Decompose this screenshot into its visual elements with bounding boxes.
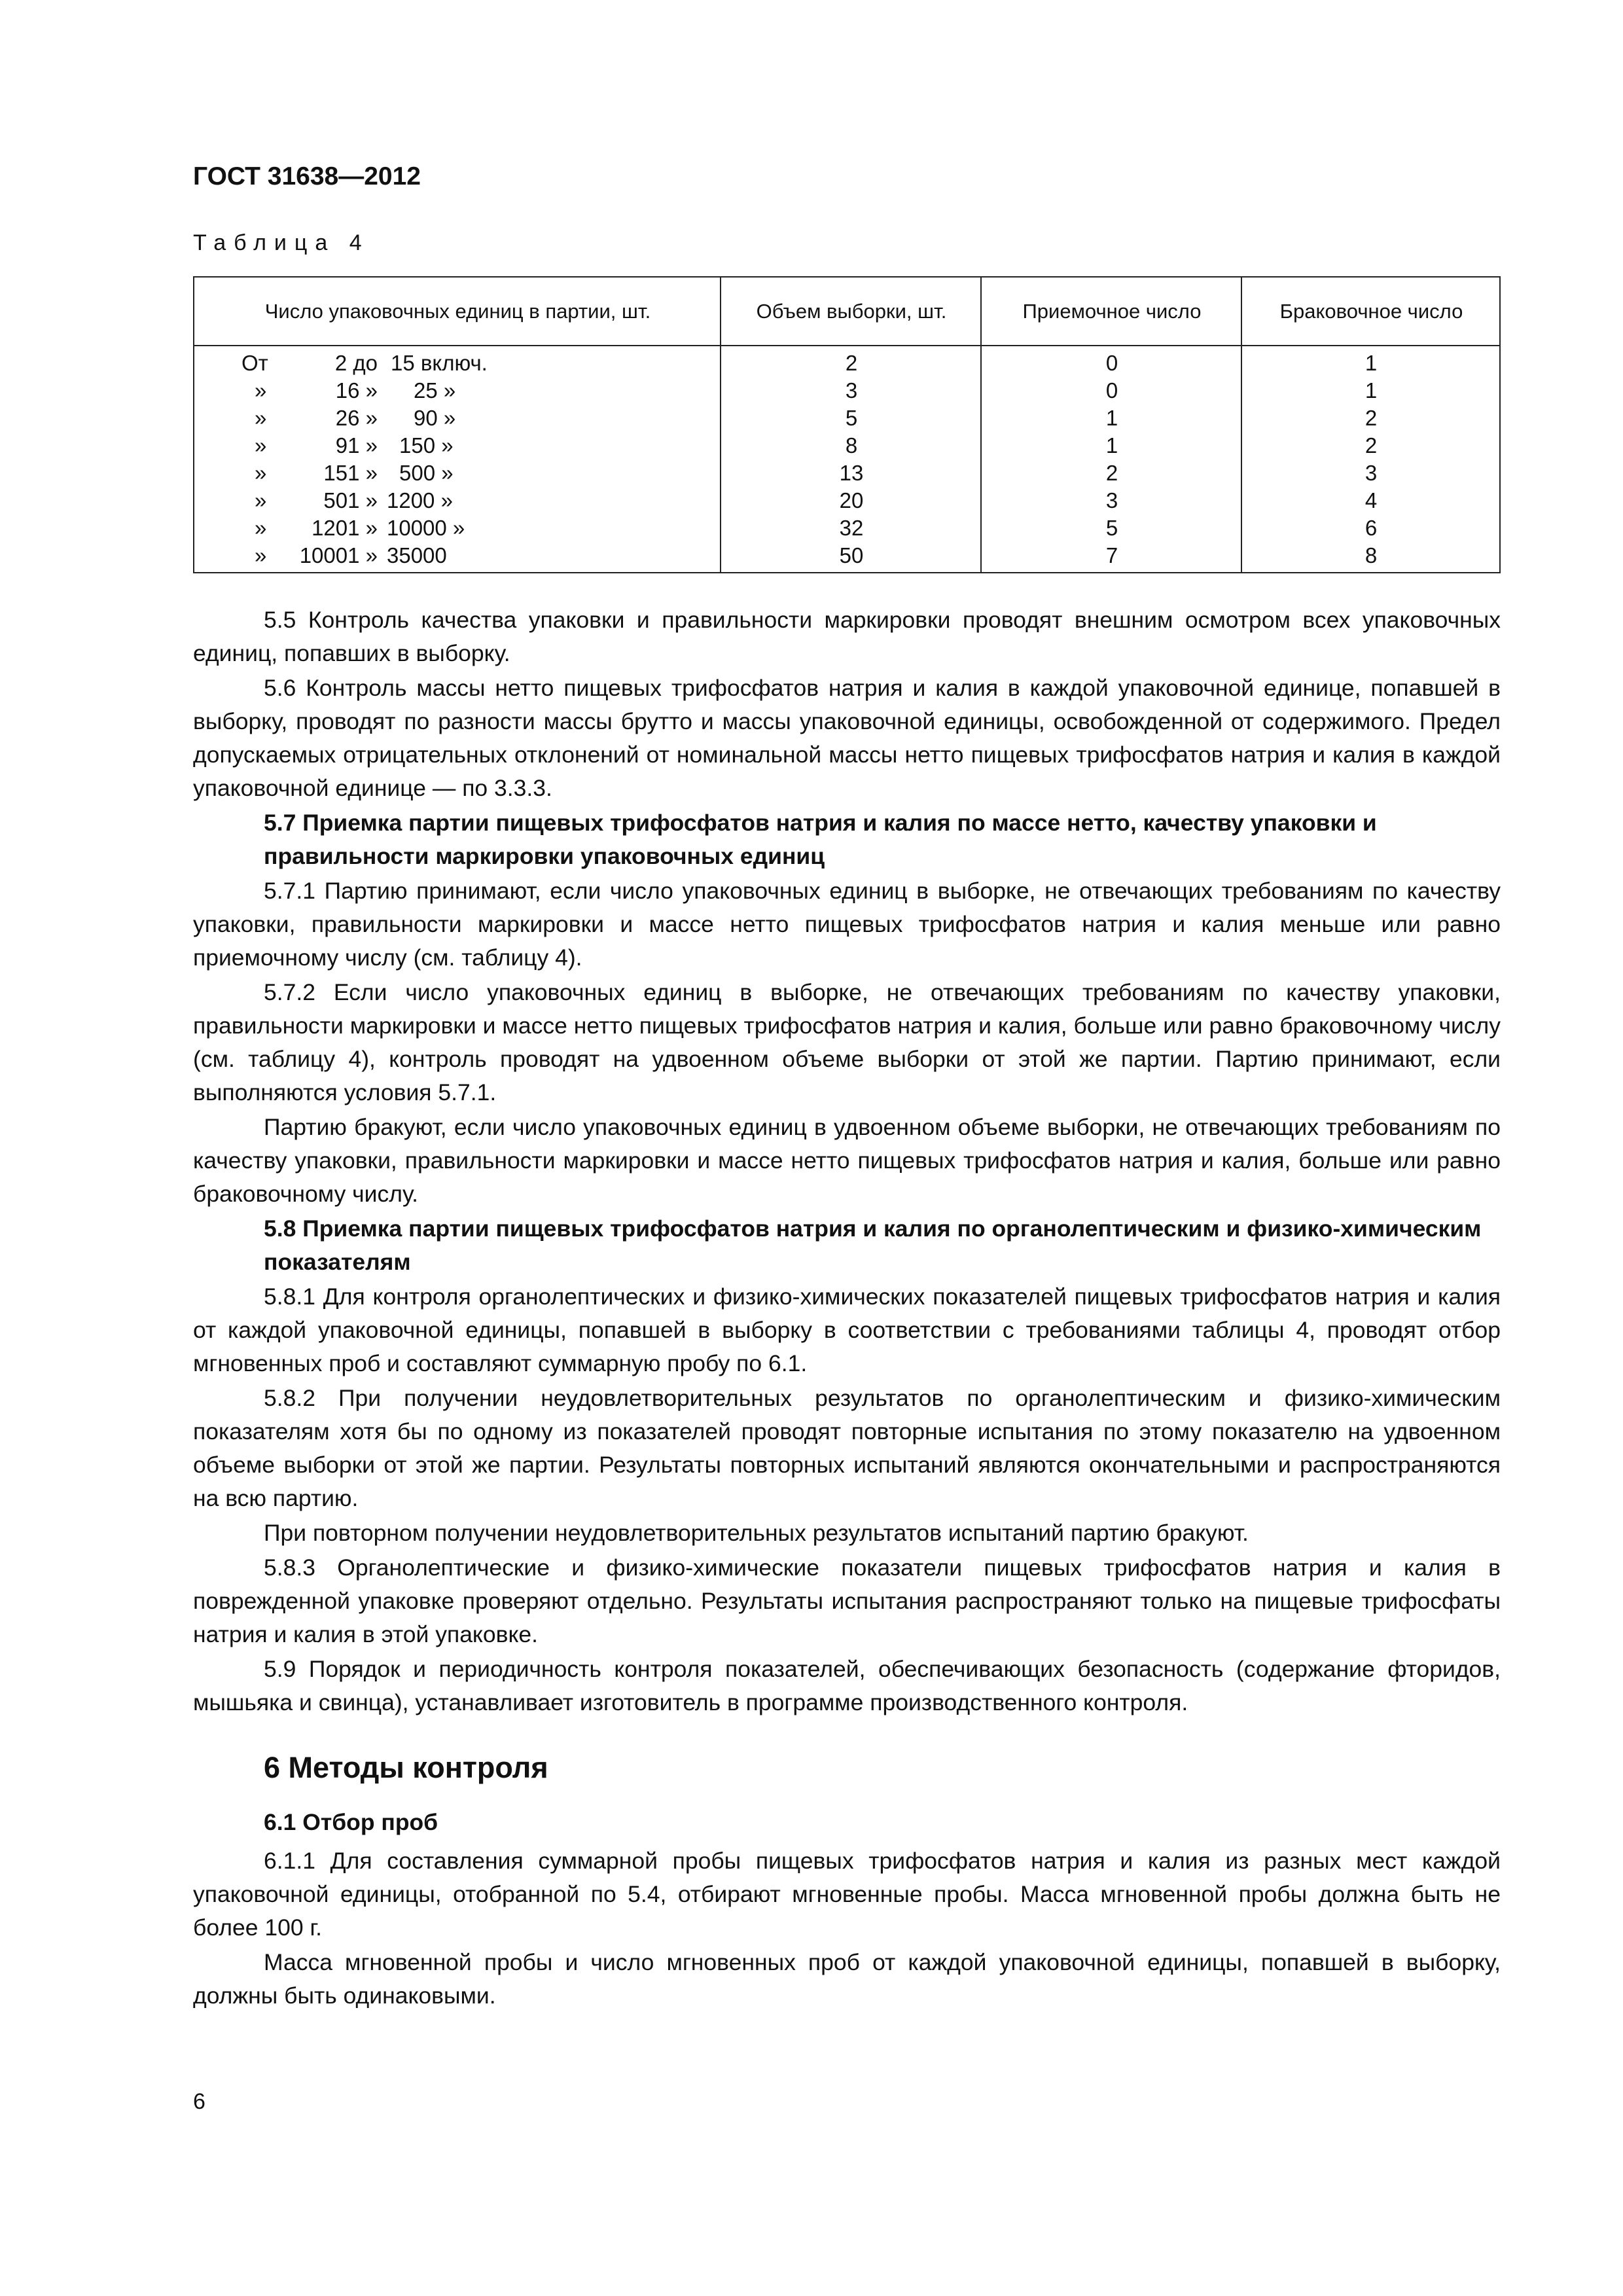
col-header-lot-size: Число упаковочных единиц в партии, шт. — [264, 299, 651, 323]
lot-to: 15 включ. — [391, 351, 488, 375]
lot-from: 1201 » — [312, 516, 378, 540]
acceptance-number: 1 — [1105, 406, 1118, 430]
col-header-acceptance-number: Приемочное число — [1022, 299, 1202, 323]
lot-from: 91 » — [335, 433, 378, 457]
acceptance-number: 0 — [1105, 351, 1118, 375]
paragraph-6-1-1-b: Масса мгновенной пробы и число мгновенных проб от каждой упаковочной единицы, попавшей в выборку, должны быть одинаковыми. — [193, 1949, 1501, 2009]
lot-from: 26 » — [335, 406, 378, 430]
heading-5-7: 5.7 Приемка партии пищевых трифосфатов натрия и калия по массе нетто, качеству упаковки и правильности маркировки упаковочных единиц — [264, 810, 1377, 869]
lot-prefix: » — [255, 488, 267, 512]
table-row — [194, 377, 1499, 404]
heading-5-8: 5.8 Приемка партии пищевых трифосфатов натрия и калия по органолептическим и физико-химическим показателям — [264, 1215, 1482, 1275]
table-row — [194, 514, 1499, 542]
sample-size: 3 — [845, 378, 858, 403]
lot-to: 10000 » — [387, 516, 465, 540]
rejection-number: 1 — [1364, 351, 1378, 375]
rejection-number: 3 — [1364, 461, 1378, 485]
lot-from: 151 » — [323, 461, 378, 485]
lot-to: 500 » — [399, 461, 454, 485]
lot-from: 2 до — [334, 351, 378, 375]
rejection-number: 4 — [1364, 488, 1378, 512]
lot-from: 10001 » — [299, 543, 378, 567]
document-header: ГОСТ 31638—2012 — [193, 162, 421, 190]
lot-to: 150 » — [399, 433, 454, 457]
lot-prefix: » — [255, 406, 267, 430]
sample-size: 20 — [839, 488, 864, 512]
lot-prefix: » — [255, 516, 267, 540]
acceptance-number: 2 — [1105, 461, 1118, 485]
paragraph-5-9: 5.9 Порядок и периодичность контроля показателей, обеспечивающих безопасность (содержание фторидов, мышьяка и свинца), устанавливает изготовитель в программе производственного контроля. — [193, 1656, 1501, 1715]
col-header-rejection-number: Браковочное число — [1279, 299, 1463, 323]
paragraph-5-8-3: 5.8.3 Органолептические и физико-химические показатели пищевых трифосфатов натрия и калия в поврежденной упаковке проверяют отдельно. Результаты испытания распространяют только на пищевые трифосфаты натрия и калия в этой упаковке. — [193, 1554, 1501, 1647]
acceptance-number: 7 — [1105, 543, 1118, 567]
lot-prefix: » — [255, 543, 267, 567]
acceptance-number: 3 — [1105, 488, 1118, 512]
paragraph-5-7-1: 5.7.1 Партию принимают, если число упаковочных единиц в выборке, не отвечающих требованиям по качеству упаковки, правильности маркировки и массе нетто пищевых трифосфатов натрия и калия меньше или равно приемочному числу (см. таблицу 4). — [193, 878, 1501, 971]
table-header-row — [194, 278, 1499, 346]
lot-from: 16 » — [335, 378, 378, 403]
paragraph-5-6: 5.6 Контроль массы нетто пищевых трифосфатов натрия и калия в каждой упаковочной единице, попавшей в выборку, проводят по разности массы брутто и массы упаковочной единицы, освобожденной от содержимого. Предел допускаемых отрицательных отклонений от номинальной массы нетто пищевых трифосфатов натрия и калия в каждой упаковочной единице — по 3.3.3. — [193, 675, 1501, 801]
acceptance-number: 0 — [1105, 378, 1118, 403]
table-row — [194, 404, 1499, 432]
section-6-title: 6 Методы контроля — [264, 1751, 548, 1784]
rejection-number: 2 — [1364, 406, 1378, 430]
rejection-number: 2 — [1364, 433, 1378, 457]
page-number: 6 — [193, 2089, 205, 2114]
acceptance-number: 1 — [1105, 433, 1118, 457]
lot-prefix: » — [255, 378, 267, 403]
table-row — [194, 350, 1499, 377]
paragraph-5-7-2-reject: Партию бракуют, если число упаковочных единиц в удвоенном объеме выборки, не отвечающих требованиям по качеству упаковки, правильности маркировки и массе нетто пищевых трифосфатов натрия и калия, больше или равно браковочному числу. — [193, 1114, 1501, 1207]
rejection-number: 1 — [1364, 378, 1378, 403]
rejection-number: 6 — [1364, 516, 1378, 540]
table-body — [194, 350, 1499, 569]
paragraph-5-5: 5.5 Контроль качества упаковки и правильности маркировки проводят внешним осмотром всех упаковочных единиц, попавших в выборку. — [193, 607, 1501, 666]
sample-size: 32 — [839, 516, 864, 540]
sample-size: 50 — [839, 543, 864, 567]
sample-size: 13 — [839, 461, 864, 485]
lot-from: 501 » — [323, 488, 378, 512]
lot-to: 25 » — [414, 378, 456, 403]
lot-prefix: » — [255, 433, 267, 457]
lot-prefix: » — [255, 461, 267, 485]
acceptance-number: 5 — [1105, 516, 1118, 540]
table-row — [194, 432, 1499, 459]
sample-size: 5 — [845, 406, 858, 430]
paragraph-5-8-2-reject: При повторном получении неудовлетворительных результатов испытаний партию бракуют. — [264, 1520, 1249, 1546]
sample-size: 8 — [845, 433, 858, 457]
paragraph-5-8-1: 5.8.1 Для контроля органолептических и физико-химических показателей пищевых трифосфатов натрия и калия от каждой упаковочной единицы, попавшей в выборку в соответствии с требованиями таблицы 4, проводят отбор мгновенных проб и составляют суммарную пробу по 6.1. — [193, 1283, 1501, 1376]
col-header-sample-size: Объем выборки, шт. — [756, 299, 947, 323]
document-body — [193, 603, 1501, 2013]
heading-6-1: 6.1 Отбор проб — [264, 1809, 438, 1835]
sample-size: 2 — [845, 351, 858, 375]
table-row — [194, 459, 1499, 487]
paragraph-6-1-1: 6.1.1 Для составления суммарной пробы пищевых трифосфатов натрия и калия из разных мест каждой упаковочной единицы, отобранной по 5.4, отбирают мгновенные пробы. Масса мгновенной пробы должна быть не более 100 г. — [193, 1848, 1501, 1941]
lot-prefix: От — [241, 351, 268, 375]
table-caption: Таблица 4 — [193, 230, 370, 255]
lot-to: 90 » — [414, 406, 456, 430]
rejection-number: 8 — [1364, 543, 1378, 567]
sampling-table — [193, 276, 1501, 573]
lot-to: 1200 » — [387, 488, 453, 512]
lot-to: 35000 — [387, 543, 447, 567]
table-row — [194, 487, 1499, 514]
paragraph-5-8-2: 5.8.2 При получении неудовлетворительных результатов по органолептическим и физико-химическим показателям хотя бы по одному из показателей проводят повторные испытания по этому показателю на удвоенном объеме выборки от этой же партии. Результаты повторных испытаний являются окончательными и распространяются на всю партию. — [193, 1385, 1501, 1511]
table-row — [194, 542, 1499, 569]
paragraph-5-7-2: 5.7.2 Если число упаковочных единиц в выборке, не отвечающих требованиям по качеству упаковки, правильности маркировки и массе нетто пищевых трифосфатов натрия и калия, больше или равно браковочному числу (см. таблицу 4), контроль проводят на удвоенном объеме выборки от этой же партии. Партию принимают, если выполняются условия 5.7.1. — [193, 979, 1501, 1105]
